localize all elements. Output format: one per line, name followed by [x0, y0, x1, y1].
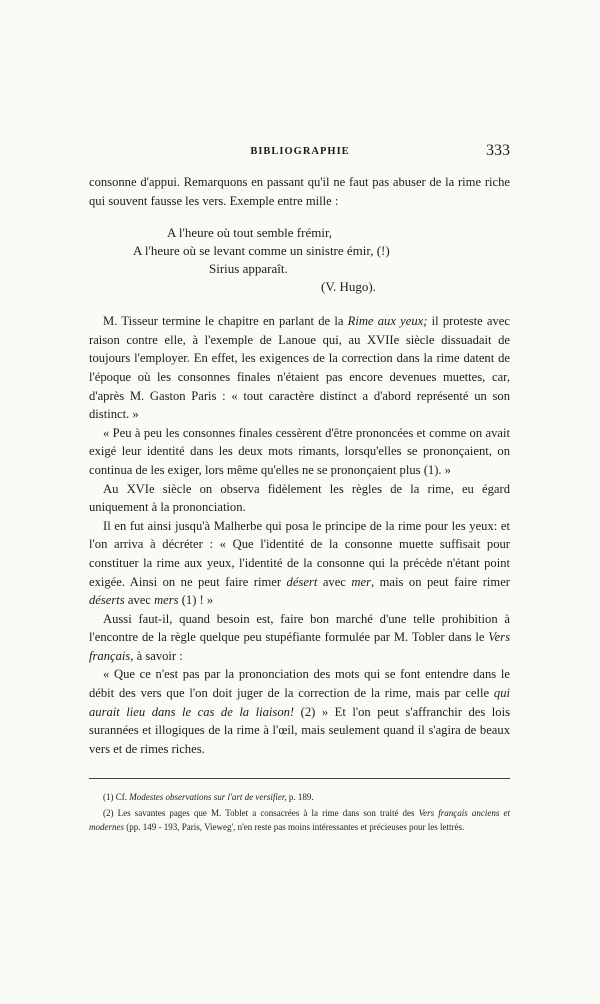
paragraph-tobler — [89, 610, 510, 666]
body-text — [89, 173, 510, 758]
paragraph-continuation: consonne d'appui. Remarquons en passant qu'il ne faut pas abuser de la rime riche qui souvent fausse les vers. Exemple entre mille : — [89, 175, 510, 208]
text-run: M. Tisseur termine le chapitre en parlant de la — [103, 314, 348, 329]
text-run: Aussi faut-il, quand besoin est, faire bon marché d'une telle prohibition à l'encontre de la règle quelque peu stupéfiante formulée par M. Tobler dans le — [89, 611, 510, 645]
page-number: 333 — [486, 142, 510, 159]
paragraph-rime-aux-yeux — [89, 312, 510, 424]
text-run: , mais on peut faire rimer — [370, 574, 510, 589]
running-title: BIBLIOGRAPHIE — [250, 146, 350, 157]
verse-attribution: (V. Hugo). — [321, 279, 377, 295]
italic-title: Rime aux yeux; — [347, 314, 428, 329]
paragraph-xvie-siecle: Au XVIe siècle on observa fidèlement les règles de la rime, eu égard uniquement à la prononciation. — [89, 481, 510, 515]
text-run: il proteste avec raison contre elle, à l'exemple de Lanoue qui, au XVIIe siècle dissuadait de toujours l'employer. En effet, les exigences de la correction dans la rime datent de l'époque où les consonnes finales n'étaient pas encore devenues muettes, car, d'après M. Gaston Paris : « tout caractère distinct a d'abord représenté un son distinct. » — [89, 314, 510, 422]
italic-phrase: qui aurait lieu dans le cas de la liaison! — [89, 686, 510, 719]
text-run: p. 189. — [286, 792, 314, 802]
text-run: (2) » Et l'on peut s'affranchir des lois surannées et illogiques de la rime à l'œil, mais seulement quand il s'agira de beaux vers et de rimes riches. — [89, 704, 511, 756]
text-run: avec — [124, 593, 155, 608]
verse-line-2: A l'heure où se levant comme un sinistre émir, (!) — [133, 243, 390, 259]
italic-word: mers — [154, 593, 179, 608]
verse-quotation — [89, 224, 510, 296]
footnotes — [89, 790, 510, 836]
text-run: (2) Les savantes pages que M. Toblet a consacrées à la rime dans son traité des — [103, 808, 419, 818]
footnote-rule — [89, 778, 510, 779]
italic-title: Vers français, — [89, 630, 510, 663]
text-run: avec — [317, 574, 352, 589]
paragraph-malherbe — [89, 517, 510, 610]
footnote-1 — [89, 790, 510, 804]
text-run: (1) Cf. — [103, 792, 130, 802]
paragraph-liaison — [89, 665, 510, 758]
running-head — [90, 142, 510, 159]
paragraph-gaston-paris-quote: « Peu à peu les consonnes finales cessèrent d'être prononcées et comme on avait exigé leur identité dans les deux mots rimants, lorsqu'elles se prononçaient, on continua de les exiger, lors même qu'elles ne se prononçaient plus (1). » — [89, 425, 510, 477]
italic-word: désert — [286, 574, 318, 589]
footnote-2 — [89, 806, 510, 834]
text-run: à savoir : — [133, 648, 183, 663]
italic-title: Vers français anciens et modernes — [89, 808, 510, 832]
verse-line-1: A l'heure où tout semble frémir, — [167, 225, 333, 241]
verse-line-3: Sirius apparaît. — [209, 261, 288, 277]
text-run: (pp. 149 - 193, Paris, Vieweg', n'en reste pas moins intéressantes et précieuses pour les lettrés. — [124, 822, 465, 832]
text-run: « Que ce n'est pas par la prononciation des mots qui se font entendre dans le débit des vers que l'on doit juger de la correction de la rime, mais par celle — [89, 667, 510, 701]
italic-word: déserts — [89, 593, 125, 608]
italic-title: Modestes observations sur l'art de versifier, — [129, 792, 287, 802]
italic-word: mer — [351, 574, 371, 589]
text-run: Il en fut ainsi jusqu'à Malherbe qui posa le principe de la rime pour les yeux: et l'on arriva à décréter : « Que l'identité de la consonne muette suffisait pour constituer la rime aux yeux, l'identité de la consonne qui la précède n'étant point exigée. Ainsi on ne peut faire rimer — [89, 518, 510, 589]
text-run: (1) ! » — [178, 593, 214, 608]
